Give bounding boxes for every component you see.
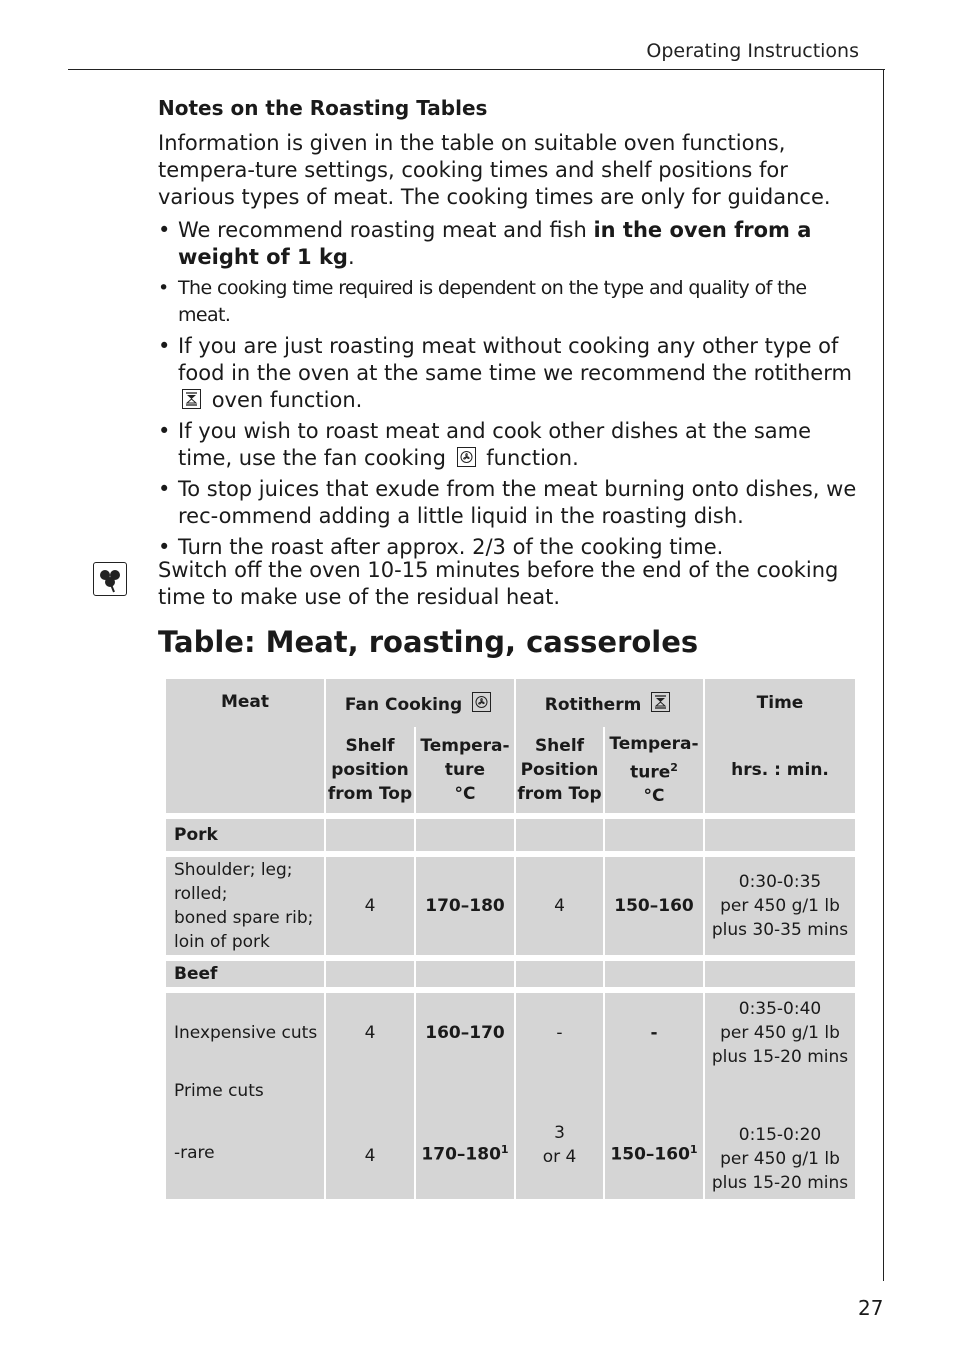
table-cell (516, 961, 605, 993)
cell-line: boned spare rib; (174, 908, 314, 928)
header-line: Tempera- (609, 733, 699, 754)
header-roti-temp (605, 727, 705, 819)
table-row (166, 993, 857, 1205)
header-line: °C (643, 786, 665, 807)
cell-line: 0:30-0:35 (738, 872, 822, 892)
header-time: Time (705, 679, 857, 727)
table-cell (516, 819, 605, 857)
header-line: °C (454, 784, 476, 804)
table-row (166, 819, 857, 857)
beef-time (705, 993, 857, 1205)
rotitherm-icon (182, 389, 201, 409)
running-header: Operating Instructions (646, 40, 859, 62)
pork-time (705, 857, 857, 961)
header-fan-temp (416, 727, 516, 819)
table-cell (416, 961, 516, 993)
cell-line: 4 (364, 1023, 376, 1043)
header-line: ture (630, 762, 671, 783)
beef-fan-temp (416, 993, 516, 1205)
cell-line: 3 (554, 1123, 565, 1143)
footnote-marker: 1 (689, 1143, 698, 1156)
cell-line: per 450 g/1 lb (720, 1149, 840, 1169)
table-cell (705, 961, 857, 993)
cell-line: 0:15-0:20 (738, 1125, 822, 1145)
header-line: from Top (517, 784, 602, 804)
cell-line: - (556, 1023, 563, 1043)
header-line: Shelf (534, 736, 585, 756)
fan-cooking-icon (457, 447, 476, 467)
bullet-text: . (347, 245, 355, 269)
cell-line: Prime cuts (174, 1081, 264, 1101)
header-meat: Meat (166, 679, 326, 819)
cell-line: plus 15-20 mins (711, 1173, 849, 1193)
table-cell (326, 961, 416, 993)
header-rotitherm (516, 679, 705, 727)
cell-line: per 450 g/1 lb (720, 1023, 840, 1043)
table-cell (326, 819, 416, 857)
notes-title: Notes on the Roasting Tables (158, 96, 488, 120)
footnote-marker: 2 (670, 760, 678, 774)
pork-fan-shelf: 4 (326, 857, 416, 961)
table-title: Table: Meat, roasting, casseroles (158, 625, 699, 659)
bullet-text: To stop juices that exude from the meat burning onto dishes, we rec-ommend adding a little liquid in the roasting dish. (178, 477, 857, 528)
header-line: position (331, 760, 409, 780)
cell-line: loin of pork (174, 932, 270, 952)
table-cell (705, 819, 857, 857)
beef-roti-shelf (516, 993, 605, 1205)
header-fan-cooking-label: Fan Cooking (344, 694, 463, 715)
bullet-emphasis: in the oven from a weight of 1 kg (178, 218, 812, 269)
bullet-text: We recommend roasting meat and fish (178, 218, 594, 242)
beef-fan-shelf (326, 993, 416, 1205)
fan-cooking-icon (472, 692, 491, 712)
footnote-marker: 1 (500, 1143, 509, 1156)
notes-section (158, 96, 858, 565)
cell-line: - (650, 1023, 658, 1043)
bullet-text: function. (486, 446, 579, 470)
cell-line: rolled; (174, 884, 228, 904)
pork-roti-temp: 150–160 (605, 857, 705, 961)
list-item (158, 275, 858, 329)
header-time-units: hrs. : min. (705, 727, 857, 819)
roasting-table (166, 679, 857, 1205)
list-item (158, 418, 858, 472)
rotitherm-icon (651, 692, 670, 712)
notes-list (158, 217, 858, 561)
page-number: 27 (858, 1296, 884, 1320)
cell-line: 170–180 (421, 1144, 501, 1165)
bullet-text: The cooking time required is dependent on the type and quality of the meat. (178, 277, 807, 326)
list-item (158, 217, 858, 271)
cell-line: -rare (174, 1143, 215, 1163)
header-line: Shelf (345, 736, 395, 756)
category-pork: Pork (166, 819, 326, 857)
pork-description (166, 857, 326, 961)
cell-line: 150–160 (610, 1144, 690, 1165)
cell-line: 4 (364, 1146, 376, 1166)
category-beef: Beef (166, 961, 326, 993)
bullet-text: If you wish to roast meat and cook other dishes at the same time, use the fan cooking (178, 419, 812, 470)
cell-line: per 450 g/1 lb (720, 896, 840, 916)
header-line: from Top (327, 784, 413, 804)
bullet-text: Turn the roast after approx. 2/3 of the cooking time. (178, 535, 724, 559)
table-cell (416, 819, 516, 857)
header-line: Tempera- (420, 736, 510, 756)
header-rule (68, 69, 885, 70)
pork-roti-shelf: 4 (516, 857, 605, 961)
cell-line: or 4 (542, 1147, 577, 1167)
tip-text: Switch off the oven 10-15 minutes before the end of the cooking time to make use of the residual heat. (158, 558, 839, 609)
cell-line: 0:35-0:40 (738, 999, 822, 1019)
list-item (158, 333, 858, 414)
cell-line: Inexpensive cuts (174, 1023, 318, 1043)
header-rotitherm-label: Rotitherm (544, 694, 642, 715)
bullet-text: oven function. (211, 388, 363, 412)
margin-rule (883, 69, 884, 1281)
table-row (166, 857, 857, 961)
header-fan-shelf (326, 727, 416, 819)
notes-intro: Information is given in the table on suitable oven functions, tempera-ture settings, cooking times and shelf positions for various types of meat. The cooking times are only for guidance. (158, 131, 831, 209)
beef-description (166, 993, 326, 1205)
header-line: ture (444, 760, 486, 780)
clover-icon (93, 562, 127, 596)
cell-line: 160–170 (425, 1023, 505, 1043)
header-line: Position (520, 760, 599, 780)
beef-roti-temp (605, 993, 705, 1205)
table-cell (605, 961, 705, 993)
bullet-text: If you are just roasting meat without cooking any other type of food in the oven at the same time we recommend the rotitherm (178, 334, 852, 385)
pork-fan-temp: 170–180 (416, 857, 516, 961)
list-item (158, 476, 858, 530)
table-row (166, 961, 857, 993)
cell-line: plus 15-20 mins (711, 1047, 849, 1067)
cell-line: plus 30-35 mins (711, 920, 849, 940)
header-roti-shelf (516, 727, 605, 819)
header-fan-cooking (326, 679, 516, 727)
cell-line: Shoulder; leg; (174, 860, 293, 880)
table-cell (605, 819, 705, 857)
